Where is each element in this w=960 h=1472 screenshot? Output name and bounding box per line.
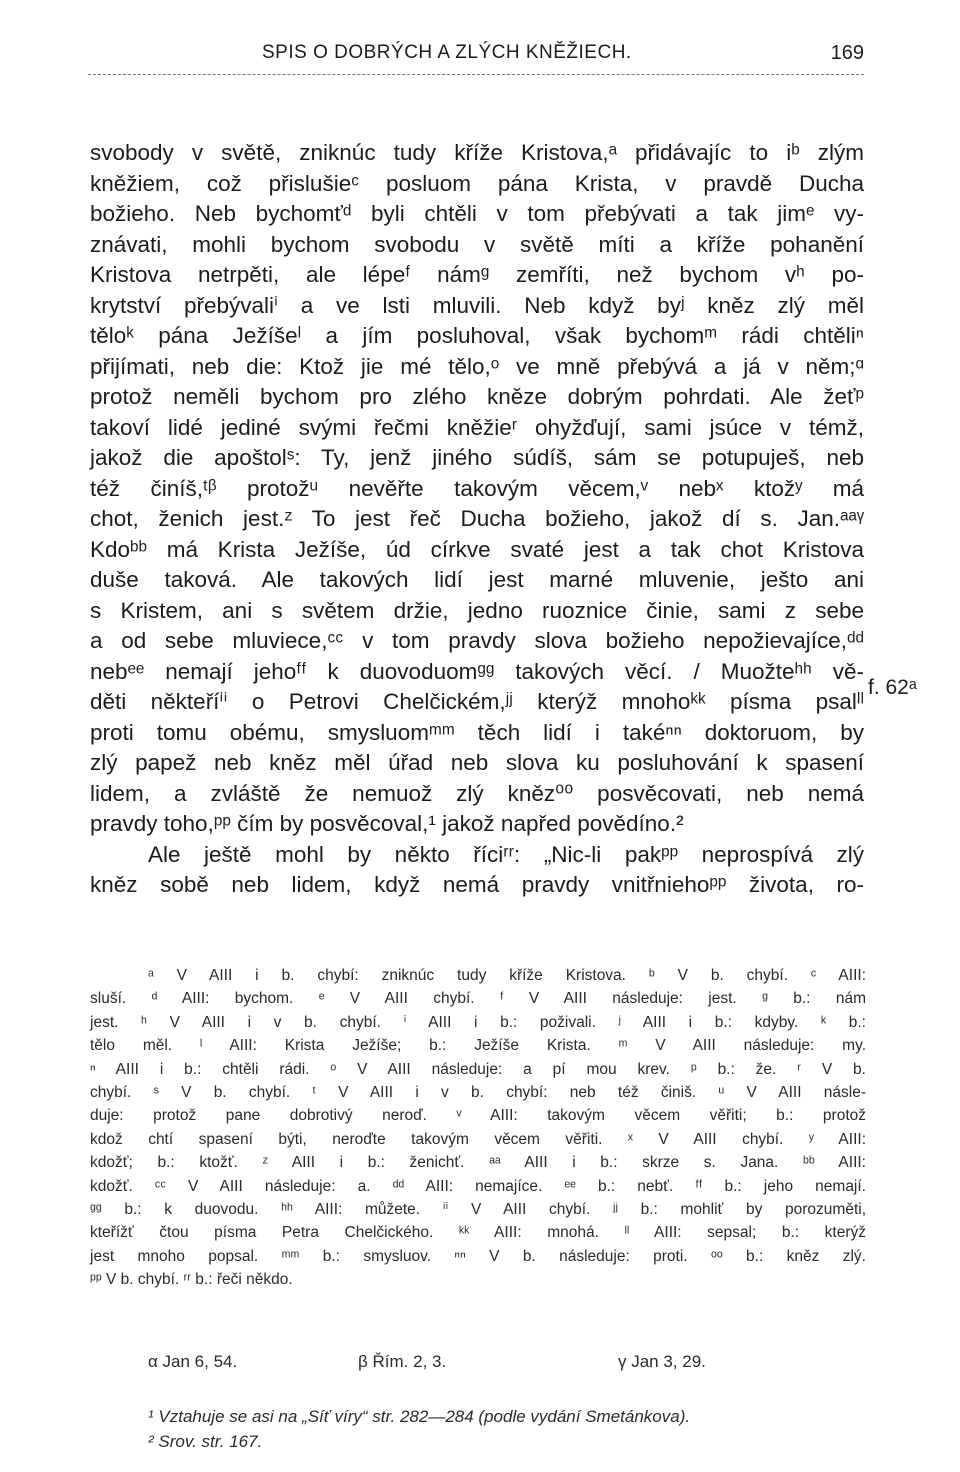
folio-margin-note: f. 62ᵃ bbox=[868, 676, 917, 699]
text-line: protož neměli bychom pro zlého kněze dobrým pohrdati. Ale žeťᵖ bbox=[90, 384, 864, 409]
critical-apparatus bbox=[90, 964, 866, 1291]
text-line: chot, ženich jest.ᶻ To jest řeč Ducha božieho, jakož dí s. Jan.ᵃᵃᵞ bbox=[90, 506, 864, 531]
text-line: pravdy toho,ᵖᵖ čím by posvěcoval,¹ jakož napřed povědíno.² bbox=[90, 811, 684, 836]
editor-note: ¹ Vztahuje se asi na „Síť víry“ str. 282—284 (podle vydání Smetánkova). bbox=[148, 1407, 691, 1426]
text-line: zlý papež neb kněz měl úřad neb slova ku posluhování k spasení bbox=[90, 750, 864, 775]
page-number: 169 bbox=[830, 42, 864, 64]
text-line: duše taková. Ale takových lidí jest marné mluvenie, ješto ani bbox=[90, 567, 864, 592]
text-line: přijímati, neb die: Ktož jie mé tělo,ᵒ ve mně přebývá a já v něm;ᵅ bbox=[90, 353, 864, 379]
footnote-line: jest mnoho popsal. ᵐᵐ b.: smysluov. ⁿⁿ V b. následuje: proti. ᵒᵒ b.: kněz zlý. bbox=[90, 1247, 866, 1265]
text-line: takoví lidé jediné svými řečmi kněžieʳ ohyžďují, sami jsúce v témž, bbox=[90, 414, 864, 440]
text-line: tělоᵏ pána Ježíšeˡ a jím posluhoval, však bychomᵐ rádi chtěliⁿ bbox=[90, 323, 864, 348]
footnote-line: ᵍᵍ b.: k duovodu. ʰʰ AIII: můžete. ⁱⁱ V AIII chybí. ʲʲ b.: mohliť by porozuměti, bbox=[90, 1200, 866, 1218]
text-line: Kdoᵇᵇ má Krista Ježíše, úd církve svaté jest a tak chot Kristova bbox=[90, 536, 864, 562]
running-title: SPIS O DOBRÝCH A ZLÝCH KNĚŽIECH. bbox=[262, 42, 632, 63]
reference-gamma: γ Jan 3, 29. bbox=[618, 1352, 706, 1371]
footnote-line: ⁿ AIII i b.: chtěli rádi. ᵒ V AIII následuje: a pí mou krev. ᵖ b.: že. ʳ V b. bbox=[90, 1060, 866, 1078]
header-rule bbox=[88, 74, 864, 75]
editor-note: ² Srov. str. 167. bbox=[148, 1432, 263, 1451]
footnote-line: kdožť; b.: ktožť. ᶻ AIII i b.: ženichť. ᵃᵃ AIII i b.: skrze s. Jana. ᵇᵇ AIII: bbox=[90, 1154, 866, 1172]
footnote-line: ᵃ V AIII i b. chybí: zniknúc tudy kříže Kristova. ᵇ V b. chybí. ᶜ AIII: bbox=[148, 967, 866, 984]
text-line: Kristova netrpěti, ale lépeᶠ námᵍ zemříti, než bychom vʰ po- bbox=[90, 262, 864, 287]
text-line: božieho. Neb bychomťᵈ byli chtěli v tom přebývati a tak jimᵉ vy- bbox=[90, 201, 864, 226]
text-line: jakož die apoštolˢ: Ty, jenž jiného súdíš, sám se potupuješ, neb bbox=[90, 445, 864, 470]
reference-beta: β Řím. 2, 3. bbox=[358, 1352, 447, 1371]
footnote-line: kdožť. ᶜᶜ V AIII následuje: a. ᵈᵈ AIII: nemajíce. ᵉᵉ b.: nebť. ᶠᶠ b.: jeho nemají. bbox=[90, 1177, 866, 1195]
text-line: krytství přebývaliⁱ a ve lsti mluvili. Neb když byʲ kněz zlý měl bbox=[90, 292, 864, 318]
text-line: kněz sobě neb lidem, když nemá pravdy vnitřniehoᵖᵖ života, ro- bbox=[90, 872, 864, 897]
main-text bbox=[90, 138, 864, 901]
text-line: a od sebe mluviece,ᶜᶜ v tom pravdy slova božieho nepožievajíce,ᵈᵈ bbox=[90, 628, 864, 653]
reference-row bbox=[148, 1349, 868, 1374]
text-line: svobody v světě, zniknúc tudy kříže Kristova,ᵃ přidávajíc to iᵇ zlým bbox=[90, 140, 864, 165]
text-line: kněžiem, což přislušieᶜ posluom pána Krista, v pravdě Ducha bbox=[90, 170, 864, 196]
text-line: též činíš,ᵗᵝ protožᵘ nevěřte takovým věcem,ᵛ nebˣ ktožʸ má bbox=[90, 475, 864, 501]
text-line: s Kristem, ani s světem držie, jedno ruoznice činie, sami z sebe bbox=[90, 597, 864, 623]
footnote-line: chybí. ˢ V b. chybí. ᵗ V AIII i v b. chybí: neb též činiš. ᵘ V AIII násle- bbox=[90, 1083, 866, 1101]
footnote-line: kteřížť čtou písma Petra Chelčického. ᵏᵏ AIII: mnohá. ˡˡ AIII: sepsal; b.: kterýž bbox=[90, 1224, 866, 1242]
footnote-line: tělo měl. ˡ AIII: Krista Ježíše; b.: Ježíše Krista. ᵐ V AIII následuje: my. bbox=[90, 1037, 866, 1055]
footnote-line: ᵖᵖ V b. chybí. ʳʳ b.: řeči někdo. bbox=[90, 1271, 293, 1289]
text-line: lidem, a zvláště že nemuož zlý kněz⁰⁰ posvěcovati, neb nemá bbox=[90, 780, 864, 806]
text-line: proti tomu obému, smysluomᵐᵐ těch lidí i takéⁿⁿ doktoruom, by bbox=[90, 719, 864, 745]
text-line: děti někteříⁱⁱ o Petrovi Chelčickém,ʲʲ kterýž mnohoᵏᵏ písma psalˡˡ bbox=[90, 689, 864, 714]
text-line: znávati, mohli bychom svobodu v světě míti a kříže pohanění bbox=[90, 231, 864, 257]
reference-alpha: α Jan 6, 54. bbox=[148, 1352, 238, 1371]
footnote-line: duje: protož pane dobrotivý neroď. ᵛ AIII: takovým věcem věřiti; b.: protož bbox=[90, 1107, 866, 1125]
running-header bbox=[88, 42, 864, 76]
footnote-line: sluší. ᵈ AIII: bychom. ᵉ V AIII chybí. ᶠ V AIII následuje: jest. ᵍ b.: nám bbox=[90, 990, 866, 1008]
text-line: nebᵉᵉ nemají jehoᶠᶠ k duovoduomᵍᵍ takových věcí. / Muožteʰʰ vě- bbox=[90, 658, 864, 684]
editor-notes bbox=[148, 1404, 868, 1454]
scripture-references bbox=[148, 1349, 868, 1374]
footnote-line: jest. ʰ V AIII i v b. chybí. ⁱ AIII i b.: poživali. ʲ AIII i b.: kdyby. ᵏ b.: bbox=[90, 1013, 866, 1031]
text-line: Ale ještě mohl by někto říciʳʳ: „Nic-li pakᵖᵖ neprospívá zlý bbox=[148, 841, 864, 867]
footnote-line: kdož chtí spasení býti, neroďte takovým věcem věřiti. ˣ V AIII chybí. ʸ AIII: bbox=[90, 1130, 866, 1148]
